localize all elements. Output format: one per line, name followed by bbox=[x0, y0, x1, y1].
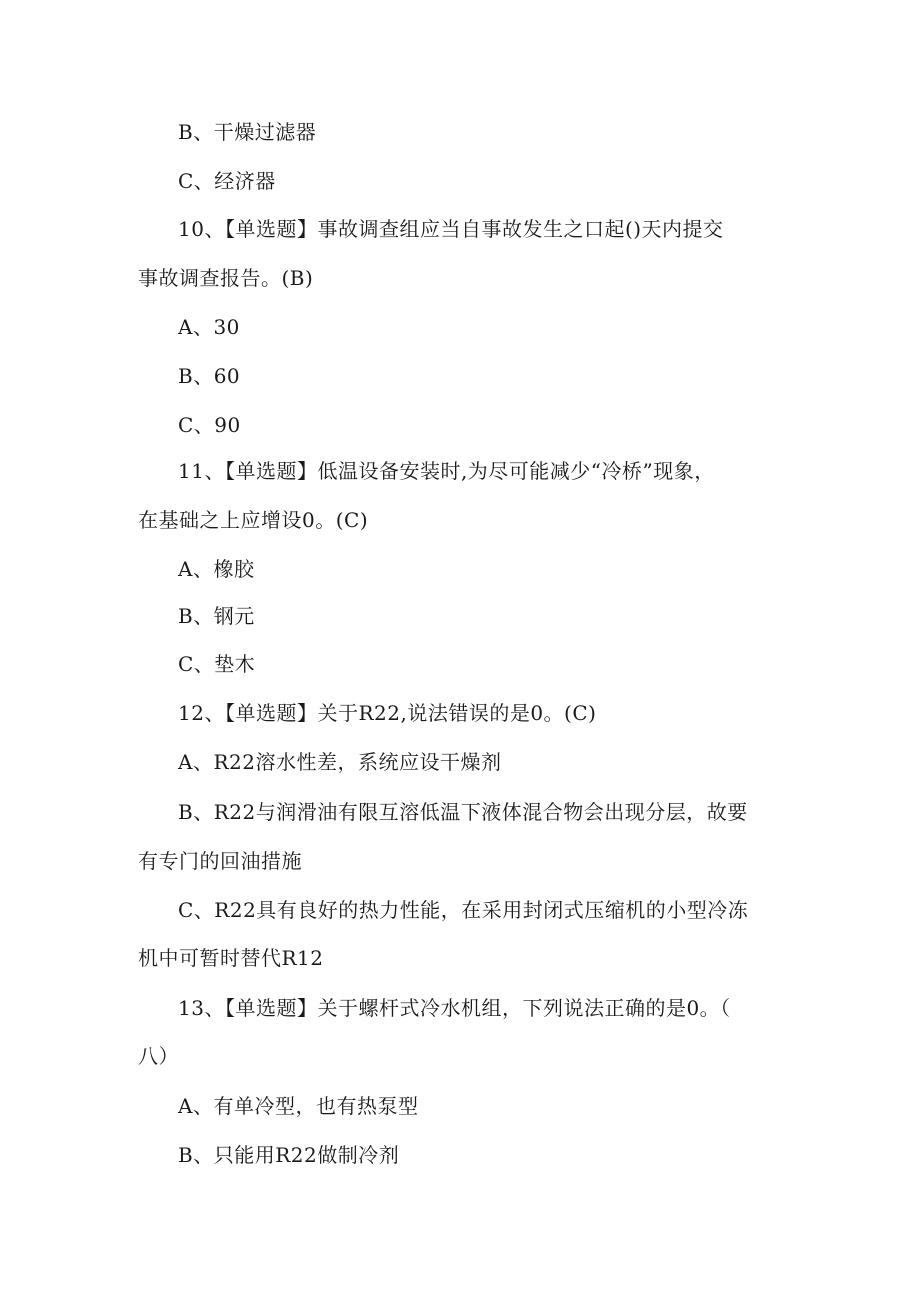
question-10-line: 10、【单选题】事故调查组应当自事故发生之口起()天内提交 bbox=[178, 217, 724, 241]
option-b-line: B、干燥过滤器 bbox=[178, 120, 317, 144]
option-c-line: C、90 bbox=[178, 413, 241, 437]
option-b-line: B、只能用R22做制冷剂 bbox=[178, 1143, 400, 1167]
option-c-continuation: 机中可暂时替代R12 bbox=[138, 946, 324, 970]
option-a-line: A、有单冷型，也有热泵型 bbox=[178, 1094, 419, 1118]
option-c-line: C、经济器 bbox=[178, 169, 276, 193]
question-10-continuation: 事故调查报告。(B) bbox=[138, 266, 314, 290]
option-b-continuation: 有专门的回油措施 bbox=[138, 849, 302, 873]
question-13-continuation: 八） bbox=[138, 1044, 179, 1068]
option-b-line: B、钢元 bbox=[178, 604, 255, 628]
option-a-line: A、30 bbox=[178, 315, 240, 339]
question-11-continuation: 在基础之上应增设0。(C) bbox=[138, 508, 369, 532]
option-b-line: B、60 bbox=[178, 364, 241, 388]
option-a-line: A、橡胶 bbox=[178, 557, 255, 581]
option-b-line: B、R22与润滑油有限互溶低温下液体混合物会出现分层，故要 bbox=[178, 800, 748, 824]
question-12-line: 12、【单选题】关于R22,说法错误的是0。(C) bbox=[178, 701, 597, 725]
option-a-line: A、R22溶水性差，系统应设干燥剂 bbox=[178, 750, 502, 774]
option-c-line: C、R22具有良好的热力性能，在采用封闭式压缩机的小型冷冻 bbox=[178, 898, 749, 922]
question-11-line: 11、【单选题】低温设备安装时,为尽可能减少“冷桥”现象， bbox=[178, 459, 715, 483]
option-c-line: C、垫木 bbox=[178, 652, 256, 676]
question-13-line: 13、【单选题】关于螺杆式冷水机组，下列说法正确的是0。（ bbox=[178, 996, 731, 1020]
